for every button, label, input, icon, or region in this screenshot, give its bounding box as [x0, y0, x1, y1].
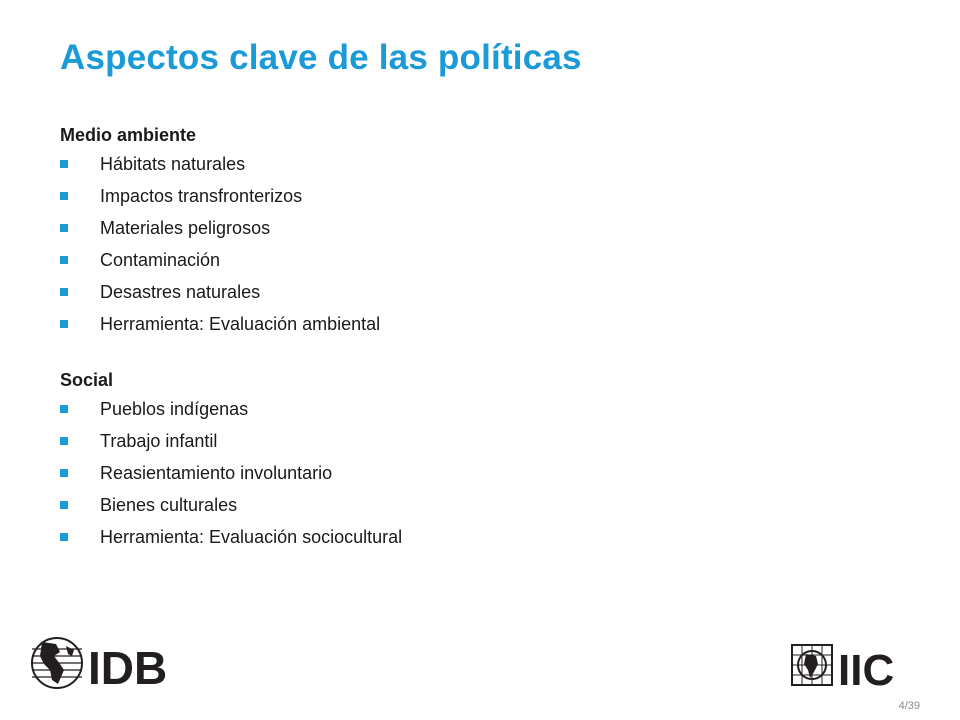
list-item-label: Materiales peligrosos — [100, 218, 271, 238]
square-bullet-icon — [60, 437, 68, 445]
list-item-label: Hábitats naturales — [100, 154, 246, 174]
idb-logo-text: IDB — [88, 642, 168, 692]
list-item — [60, 457, 860, 489]
square-bullet-icon — [60, 533, 68, 541]
page-number: 4/39 — [898, 700, 920, 712]
list-item-label: Pueblos indígenas — [100, 399, 249, 419]
slide-title: Aspectos clave de las políticas — [60, 38, 582, 77]
list-item — [60, 212, 860, 244]
section-spacer — [60, 340, 860, 367]
list-item — [60, 489, 860, 521]
list-item-label: Trabajo infantil — [100, 431, 218, 451]
globe-icon — [32, 638, 82, 688]
square-bullet-icon — [60, 501, 68, 509]
list-item — [60, 180, 860, 212]
list-item — [60, 425, 860, 457]
list-item-label: Contaminación — [100, 250, 221, 270]
section-environment — [60, 122, 860, 340]
bullet-list — [60, 148, 860, 340]
list-item-label: Reasientamiento involuntario — [100, 463, 333, 483]
list-item — [60, 393, 860, 425]
list-item-label: Impactos transfronterizos — [100, 186, 303, 206]
square-bullet-icon — [60, 256, 68, 264]
list-item — [60, 148, 860, 180]
section-heading: Social — [60, 370, 114, 390]
square-bullet-icon — [60, 160, 68, 168]
square-bullet-icon — [60, 224, 68, 232]
square-bullet-icon — [60, 320, 68, 328]
list-item-label: Herramienta: Evaluación sociocultural — [100, 527, 403, 547]
list-item-label: Herramienta: Evaluación ambiental — [100, 314, 381, 334]
bullet-list — [60, 393, 860, 553]
idb-logo — [30, 634, 170, 692]
section-social — [60, 367, 860, 553]
list-item — [60, 521, 860, 553]
list-item — [60, 308, 860, 340]
list-item — [60, 244, 860, 276]
slide-content — [60, 122, 860, 553]
iic-logo-text: IIC — [838, 646, 895, 690]
globe-grid-icon — [792, 645, 832, 685]
square-bullet-icon — [60, 469, 68, 477]
list-item-label: Bienes culturales — [100, 495, 238, 515]
square-bullet-icon — [60, 405, 68, 413]
square-bullet-icon — [60, 288, 68, 296]
list-item-label: Desastres naturales — [100, 282, 261, 302]
list-item — [60, 276, 860, 308]
section-heading: Medio ambiente — [60, 125, 197, 145]
square-bullet-icon — [60, 192, 68, 200]
iic-logo — [790, 640, 930, 690]
